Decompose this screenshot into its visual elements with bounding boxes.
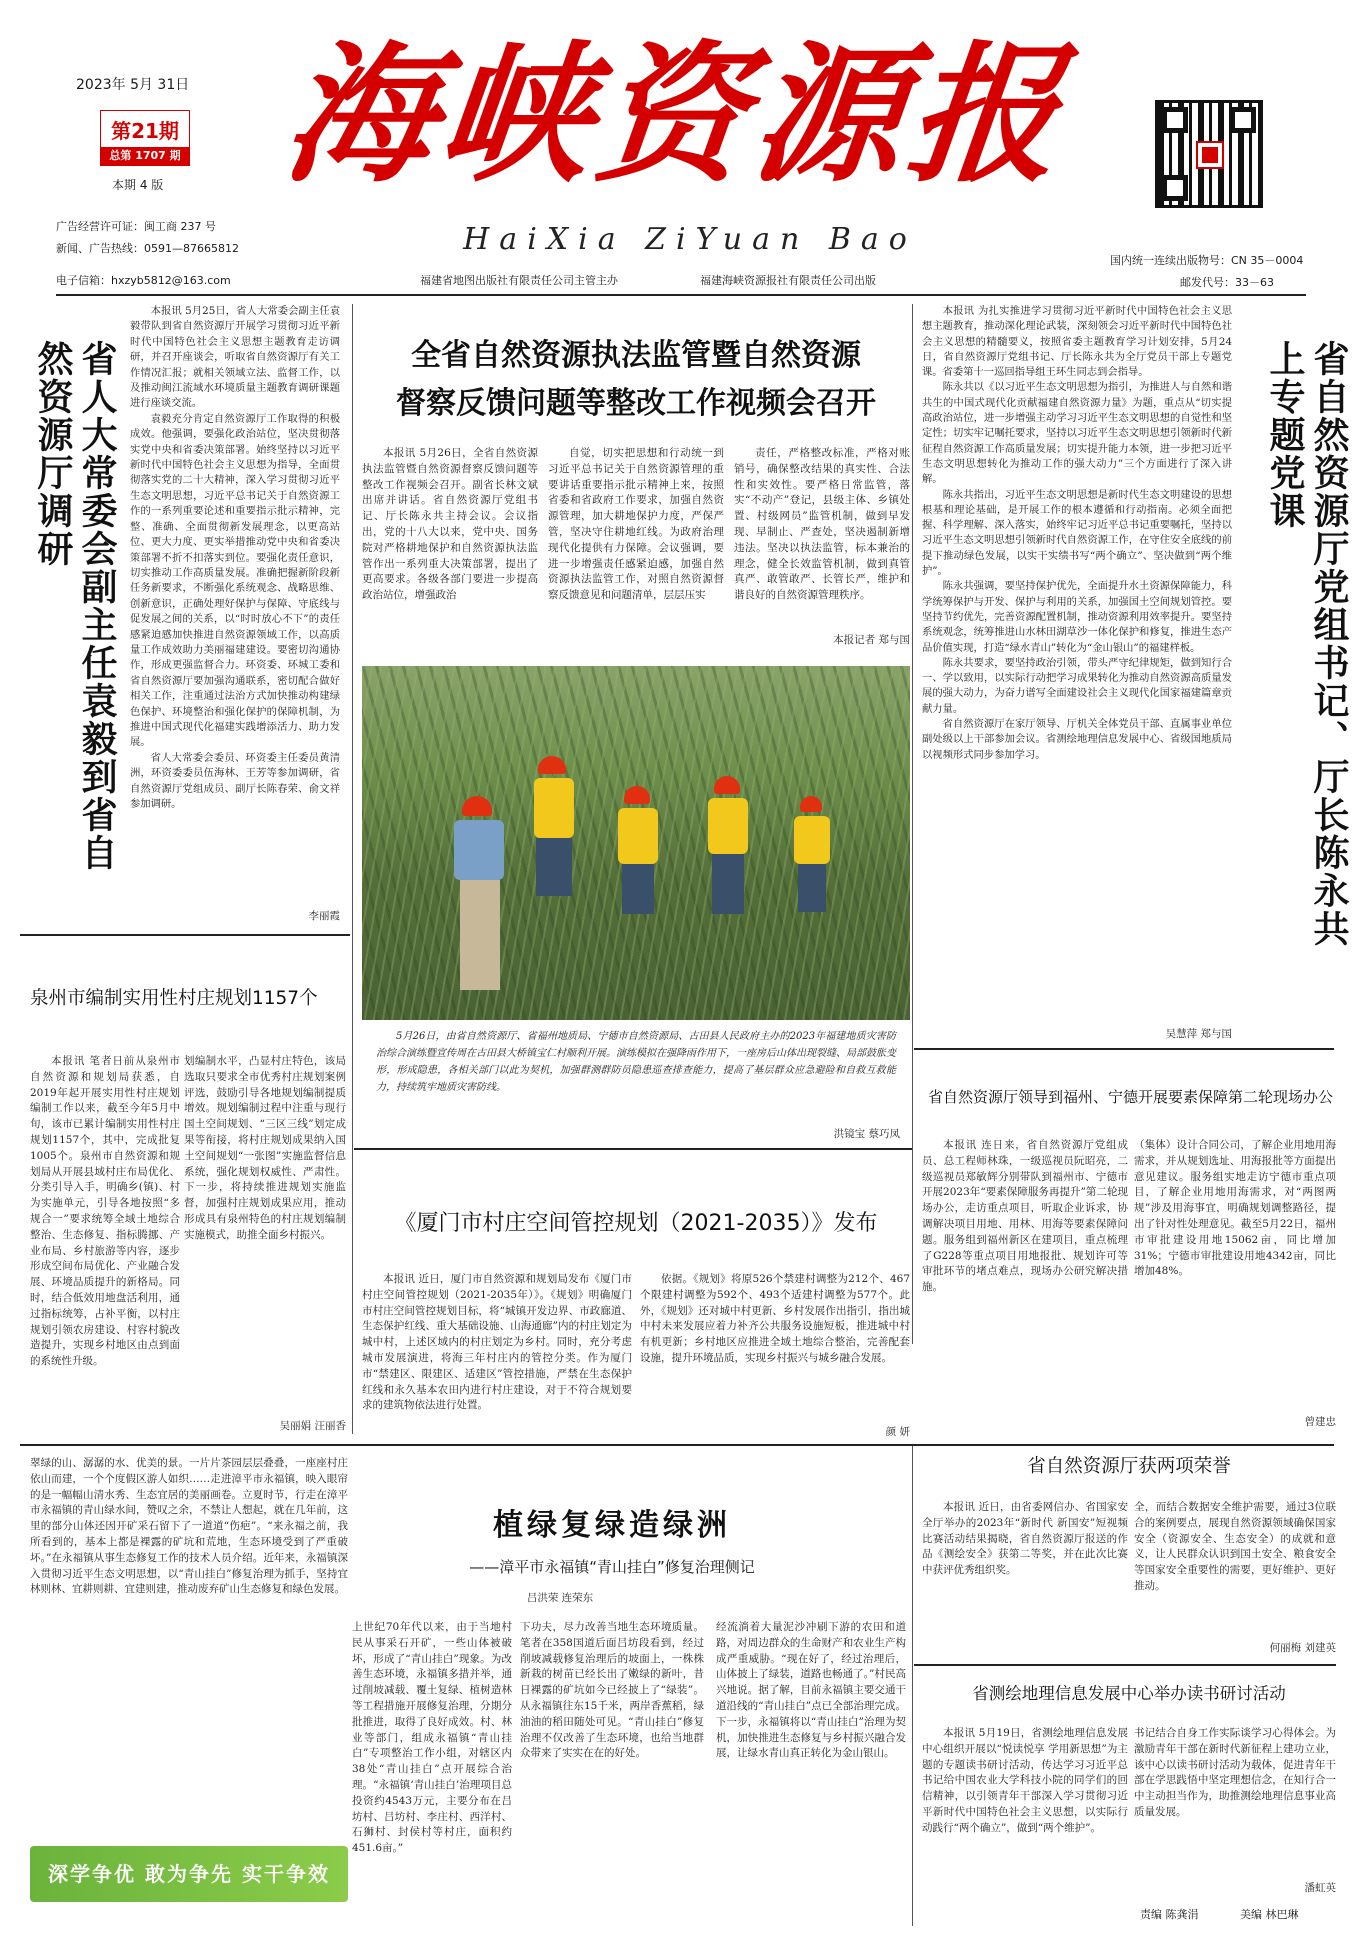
issue-box	[100, 110, 190, 166]
quanzhou-headline: 泉州市编制实用性村庄规划1157个	[30, 988, 318, 1009]
left-headline: 省人大常委会副主任袁毅到省自然资源厅调研	[32, 340, 117, 872]
right-para: 省自然资源厅在家厅领导、厅机关全体党员干部、直属事业单位副处级以上干部参加会议。省测绘地理信息发展中心、省级国地质局以视频形式同步参加学习。	[922, 718, 1232, 761]
rule	[914, 1664, 1336, 1666]
left-article-body	[130, 304, 340, 904]
green-col-4: 经流淌着大量泥沙冲刷下游的农田和道路，对周边群众的生命财产和农业生产构成严重威胁。“现在好了，经过治理后，山体披上了绿装，道路也畅通了。”村民高兴地说。据了解，目前永福镇主要交通干道沿线的“青山挂白”点已全部治理完成。下一步，永福镇将以“青山挂白”治理为契机，加快推进生态修复与乡村振兴融合发展，让绿水青山真正转化为金山银山。	[716, 1621, 906, 1760]
post-code: 邮发代号：33－63	[1180, 276, 1274, 289]
reading-byline: 潘虹英	[1304, 1882, 1336, 1894]
green-col-3: 下功夫，尽力改善当地生态环境质量。笔者在358国道后面吕坊段看到，经过削坡减载修复治理后的坡面上，一株株新栽的树苗已经长出了嫩绿的新叶，昔日裸露的矿坑如今已经披上了“绿装”。从永福镇往东15千米，两岸香蕉稻，绿油油的稻田随处可见。“青山挂白”修复治理不仅改善了生态环境，也给当地群众带来了实实在在的好处。	[520, 1621, 704, 1760]
quanzhou-col-1: 本报讯 笔者日前从泉州市自然资源和规划局获悉，自2019年起开展实用性村庄规划编制工作以来，截至今年5月中旬，该市已累计编制实用性村庄规划1157个，其中，完成批复1005个。泉州市自然资源和规划局从开展县域村庄布局优化、分类引导入手，明确乡(镇)、村为实施单元，引导各地按照“多规合一”要求统筹全域土地综合整治、生态修复、指标腾挪、产业布局、乡村旅游等内容，逐步形成空间布局优化、产业融合发展、环境品质提升的新格局。同时，结合低效用地盘活利用，通过指标统筹，占补平衡，以村庄规划引领农房建设、村容村貌改造提升，实现乡村地区由点到面的系统性升级。	[30, 1055, 180, 1368]
green-byline: 吕洪荣 连荣东	[526, 1592, 594, 1604]
hotline: 新闻、广告热线：0591—87665812	[56, 242, 239, 255]
photo-byline: 洪镜宝 蔡巧凤	[833, 1128, 900, 1140]
reading-headline: 省测绘地理信息发展中心举办读书研讨活动	[972, 1684, 1286, 1703]
slogan-banner	[30, 1846, 348, 1902]
news-photo	[362, 666, 910, 1020]
rule	[20, 934, 350, 936]
sponsor: 福建省地图出版社有限责任公司主管主办	[420, 274, 618, 287]
rule	[914, 1048, 1334, 1050]
xiamen-byline: 颜 妍	[885, 1426, 910, 1438]
quanzhou-col-2: 划编制水平，凸显村庄特色，该局选取只要求全市优秀村庄规划案例评选，鼓励引导各地规划编制提质增效。规划编制过程中注重与现行国土空间规划、“三区三线”划定成果等衔接，将村庄规划成果纳入国土空间规划“一张图”实施监督信息系统，强化规划权威性、严肃性。下一步，将持续推进规划实施监督，加强村庄规划成果应用，推动形成具有泉州特色的村庄规划编制实施模式，助推全面乡村振兴。	[184, 1055, 346, 1241]
page-count: 本期 4 版	[112, 178, 164, 192]
qr-code	[1155, 100, 1263, 208]
issue-number: 第21期	[111, 119, 179, 143]
lead-byline: 本报记者 郑与国	[833, 634, 910, 646]
green-headline: 植绿复绿造绿洲	[493, 1508, 731, 1543]
lead-col-2: 自觉，切实把思想和行动统一到习近平总书记关于自然资源管理的重要讲话重要指示批示精神上来，按照省委和省政府工作要求，加强自然资源管理，加大耕地保护力度，严保严管，坚决守住耕地红线。为政府治理现代化提供有力保障。会议强调，要进一步增强责任感紧迫感，加强自然资源执法监管工作，对照自然资源督察反馈意见和问题清单，层层压实	[548, 447, 724, 602]
cn-number: 国内统一连续出版物号：CN 35－0004	[1110, 254, 1304, 267]
masthead-rule	[56, 294, 1306, 296]
slogan-text: 深学争优 敢为争先 实干争效	[48, 1862, 330, 1886]
green-subtitle: ——漳平市永福镇“青山挂白”修复治理侧记	[469, 1558, 755, 1576]
honors-col-2: 全，而结合数据安全维护需要，通过3位联合的案例要点，展现自然资源领域确保国家安全（资源安全、生态安全）的成就和意义，让人民群众认识到国土安全、粮食安全等国家安全重要性的需要，更好维护、更好推动。	[1134, 1501, 1336, 1592]
masthead	[0, 0, 1361, 295]
photo-caption: 5月26日，由省自然资源厅、省福州地质局、宁德市自然资源局、古田县人民政府主办的2023年福建地质灾害防治综合演练暨宣传周在古田县大桥镇宝仁村顺利开展。演练模拟在强降雨作用下，一座房后山体出现裂缝、局部鼓胀变形，形成隐患，各相关部门以此为契机，加强群测群防员隐患巡查排查能力，提高了基层群众应急避险和自救互救能力，持续筑牢地质灾害防线。	[376, 1031, 896, 1093]
left-para: 袁毅充分肯定自然资源厅工作取得的积极成效。他强调，要强化政治站位，坚决贯彻落实党中央和省委决策部署。始终坚持以习近平新时代中国特色社会主义思想为指导，全面贯彻落实党的二十大精神，深入学习贯彻习近平生态文明思想，习近平总书记关于自然资源工作的一系列重要论述和重要指示批示精神，完整、准确、全面贯彻新发展理念，以更高站位、更大力度、更实举措推动党中央和省委决策部署不折不扣落实到位。要强化责任意识，切实推动工作高质量发展。准确把握新阶段新任务新要求，不断强化系统观念、战略思维、创新意识，正确处理好保护与保障、守底线与促发展之间的关系，以“时时放心不下”的责任感紧迫感加快推进自然资源领域工作，以高质量工作成效助力美丽福建建设。要密切沟通协作，形成更强监督合力。环资委、环城工委和省自然资源厅要加强沟通联系，密切配合做好相关工作，注重通过法治方式加快推动构建绿色保护、环境整治和强化保护的保障机制，为推进中国式现代化福建实践增添活力、助力发展。	[130, 412, 340, 749]
xiamen-headline: 《厦门市村庄空间管控规划（2021-2035）》发布	[394, 1211, 878, 1236]
fuzhou-headline: 省自然资源厅领导到福州、宁德开展要素保障第二轮现场办公	[928, 1088, 1334, 1106]
lead-col-3: 责任，严格整改标准，严格对账销号，确保整改结果的真实性、合法性和实效性。要严格日常监管，落实“不动产”登记，县级主体、乡镇处置、村级网员”监管机制，做到早发现、早制止、严查处，坚决遏制新增违法。坚决以执法监管，标本兼治的理念，健全长效监管机制，做到真管真严、敢管敢严、长管长严，维护和谐良好的自然资源管理秩序。	[734, 447, 910, 602]
quanzhou-byline: 吴丽娟 汪丽香	[279, 1420, 346, 1432]
reading-col-2: 书记结合自身工作实际谈学习心得体会。为激励青年干部在新时代新征程上建功立业，该中心以读书研讨活动为载体，促进青年干部在学思践悟中坚定理想信念，在知行合一中主动担当作为，助推测绘地理信息事业高质量发展。	[1134, 1727, 1336, 1818]
lead-col-1: 本报讯 5月26日，全省自然资源执法监管暨自然资源督察反馈问题等整改工作视频会召开。副省长林文斌出席并讲话。省自然资源厅党组书记、厅长陈永共主持会议。会议指出，党的十八大以来，党中央、国务院对严格耕地保护和自然资源执法监管作出一系列重大决策部署，提出了更高要求。各级各部门要进一步提高政治站位，增强政治	[362, 447, 538, 602]
rule	[20, 1444, 1334, 1446]
fuzhou-col-1: 本报讯 连日来，省自然资源厅党组成员、总工程师林珠，一级巡视员阮昭亮，二级巡视员郑敏辉分别带队到福州市、宁德市开展2023年“要素保障服务再提升”第二轮现场办公，走访重点项目，听取企业诉求，协调解决项目用地、用林、用海等要素保障问题。服务组到福州新区在建项目，重点梳理了G228等重点项目用地报批、规划许可等审批环节的堵点难点，现场办公研究解决措施。	[922, 1139, 1128, 1294]
newspaper-title: 海峡资源报	[275, 27, 1075, 203]
right-para: 陈永共要求，要坚持政治引领，带头严守纪律规矩，做到知行合一、学以致用，以实际行动把学习成果转化为推动自然资源高质量发展的强大动力，为奋力谱写全面建设社会主义现代化国家福建篇章贡献力量。	[922, 656, 1232, 715]
honors-col-1: 本报讯 近日，由省委网信办、省国家安全厅举办的2023年“新时代 新国安”短视频比赛活动结果揭晓，省自然资源厅报送的作品《测绘安全》获第二等奖，并在此次比赛中获评优秀组织奖。	[922, 1501, 1128, 1577]
right-para: 陈永共强调，要坚持保护优先，全面提升水土资源保障能力，科学统筹保护与开发、保护与利用的关系，加强国土空间规划管控。要坚持节约优先，完善资源配置机制，推动资源利用效率提升。要坚持系统观念，统筹推进山水林田湖草沙一体化保护和修复，推进生态产品价值实现，打造“绿水青山”转化为“金山银山”的福建样板。	[922, 580, 1232, 654]
fuzhou-col-2: （集体）设计合同公司，了解企业用地用海需求，并从规划选址、用海报批等方面提出意见建议。服务组实地走访宁德市重点项目，了解企业用地用海需求，对“两图两规”涉及用海事宜，明确规划调整路径，提出了针对性处理意见。截至5月22日，福州市审批建设用地15062亩，同比增加31%；宁德市审批建设用地4342亩，同比增加48%。	[1134, 1139, 1336, 1278]
rule	[912, 1446, 913, 1926]
rule	[352, 304, 353, 1434]
fuzhou-byline: 曾建忠	[1304, 1416, 1336, 1428]
right-article-body	[922, 304, 1232, 1024]
green-col-2b: 上世纪70年代以来，由于当地村民从事采石开矿，一些山体被破坏，形成了“青山挂白”现象。为改善生态环境，永福镇多措并举，通过削坡减载、覆土复绿、植树造林等工程措施开展修复治理，分期分批推进，取得了良好成效。村、林业等部门，组成永福镇“青山挂白”专项整治工作小组，对辖区内38处“青山挂白”点开展综合治理。“永福镇‘青山挂白’治理项目总投资约4543万元，主要分布在吕坊村、吕坊村、李庄村、西洋村、石狮村、封侯村等村庄，面积约451.6亩。”	[352, 1621, 512, 1855]
right-byline: 吴慧萍 郑与国	[1165, 1028, 1232, 1040]
rule	[354, 1148, 912, 1150]
total-issue: 总第 1707 期	[101, 147, 189, 165]
honors-byline: 何丽梅 刘建英	[1269, 1642, 1336, 1654]
right-para: 本报讯 为扎实推进学习贯彻习近平新时代中国特色社会主义思想主题教育，推动深化理论武装，深刻领会习近平新时代中国特色社会主义思想的精髓要义，按照省委主题教育学习计划安排，5月24日，省自然资源厅党组书记、厅长陈永共为全厅党员干部上专题党课。省委第十一巡回指导组王环生同志到会指导。	[922, 305, 1232, 379]
right-para: 陈永共以《以习近平生态文明思想为指引，为推进人与自然和谐共生的中国式现代化贡献福建自然资源力量》为题，重点从“切实提高政治站位，进一步增强主动学习习近平生态文明思想的自觉性和坚定性；切实牢记嘱托要求，坚持以习近平生态文明思想引领新时代新征程自然资源工作高质量发展；切实提升能力本领，进一步把习近平生态文明思想转化为推动工作的强大动力”三个方面进行了深入讲解。	[922, 381, 1232, 486]
left-byline: 李丽霞	[308, 910, 340, 922]
reading-col-1: 本报讯 5月19日，省测绘地理信息发展中心组织开展以“悦读悦享 学用新思想”为主题的专题读书研讨活动，传达学习习近平总书记给中国农业大学科技小院的同学们的回信精神，以引领青年干部深入学习贯彻习近平新时代中国特色社会主义思想，以实际行动践行“两个确立”，做到“两个维护”。	[922, 1727, 1128, 1834]
newspaper-pinyin: HaiXia ZiYuan Bao	[463, 222, 917, 257]
publisher: 福建海峡资源报社有限责任公司出版	[700, 274, 876, 287]
issue-date: 2023年 5月 31日	[76, 77, 190, 93]
lead-headline-2: 督察反馈问题等整改工作视频会召开	[396, 386, 876, 421]
xiamen-col-2: 依据。《规划》将原526个禁建村调整为212个、467个限建村调整为592个、493个适建村调整为577个。此外，《规划》还对城中村更新、乡村发展作出指引，指出城中村未来发展应着力补齐公共服务设施短板，推进城中村有机更新；乡村地区应推进全域土地综合整治，完善配套设施，提升环境品质，实现乡村振兴与城乡融合发展。	[640, 1273, 910, 1364]
right-para: 陈永共指出，习近平生态文明思想是新时代生态文明建设的思想根基和理论基础，是开展工作的根本遵循和行动指南。必须全面把握、科学理解、深入落实，始终牢记习近平总书记重要嘱托，坚持以习近平生态文明思想引领新时代自然资源工作，在守住安全底线的前提下推动绿色发展，以实干实绩书写“两个确立”、坚决做到“两个维护”。	[922, 488, 1232, 578]
email: 电子信箱：hxzyb5812@163.com	[56, 274, 231, 287]
left-para: 本报讯 5月25日，省人大常委会副主任袁毅带队到省自然资源厅开展学习贯彻习近平新时代中国特色社会主义思想主题教育走访调研，并召开座谈会，听取省自然资源厅有关工作情况汇报；就相关领域立法、监督工作，以及推动闽江流域水环境质量主题教育调研课题进行座谈交流。	[130, 305, 340, 410]
ad-license: 广告经营许可证：闽工商 237 号	[56, 220, 216, 233]
footer-editor: 责编 陈龚涓	[1140, 1908, 1199, 1921]
left-para: 省人大常委会委员、环资委主任委员黄清洲，环资委委员伍海林、王芳等参加调研，省自然资源厅党组成员、副厅长陈春荣、俞文祥参加调研。	[130, 751, 340, 810]
lead-headline-1: 全省自然资源执法监管暨自然资源	[411, 338, 861, 373]
footer-designer: 美编 林巴琳	[1240, 1908, 1299, 1921]
rule	[912, 304, 913, 1344]
green-col-1: 翠绿的山、潺潺的水、优美的景。一片片茶园层层叠叠，一座座村庄依山而建，一个个度假区游人如织……走进漳平市永福镇，映入眼帘的是一幅幅山清水秀、生态宜居的美丽画卷。立夏时节，行走在漳平市永福镇的青山绿水间，赞叹之余，不禁让人想起，就在几年前，这里的部分山体还因开矿采石留下了一道道“伤疤”。“来永福之前，我所看到的，基本上都是裸露的矿坑和荒地，生态环境受到了严重破坏。”在永福镇从事生态修复工作的技术人员介绍。近年来，永福镇深入贯彻习近平生态文明思想，以“青山挂白”修复治理为抓手，坚持宜林则林、宜耕则耕、宜建则建，推动废弃矿山生态修复和绿色发展。	[30, 1457, 348, 1596]
xiamen-col-1: 本报讯 近日，厦门市自然资源和规划局发布《厦门市村庄空间管控规划（2021-2035年）》。《规划》明确厦门市村庄空间管控规划目标，将“城镇开发边界、市政廊道、生态保护红线、重大基础设施、山海通廊”内的村庄划定为城中村，上述区域内的村庄划定为乡村。同时，充分考虑城市发展演进，将海三年村庄内的管控分类。作为厦门市“禁建区、限建区、适建区”管控措施，严禁在生态保护红线和永久基本农田内进行村庄建设，对于不符合规划要求的建筑物依法进行处置。	[362, 1273, 632, 1412]
right-headline: 省自然资源厅党组书记、厅长陈永共上专题党课	[1264, 340, 1349, 948]
honors-headline: 省自然资源厅获两项荣誉	[1027, 1456, 1231, 1477]
